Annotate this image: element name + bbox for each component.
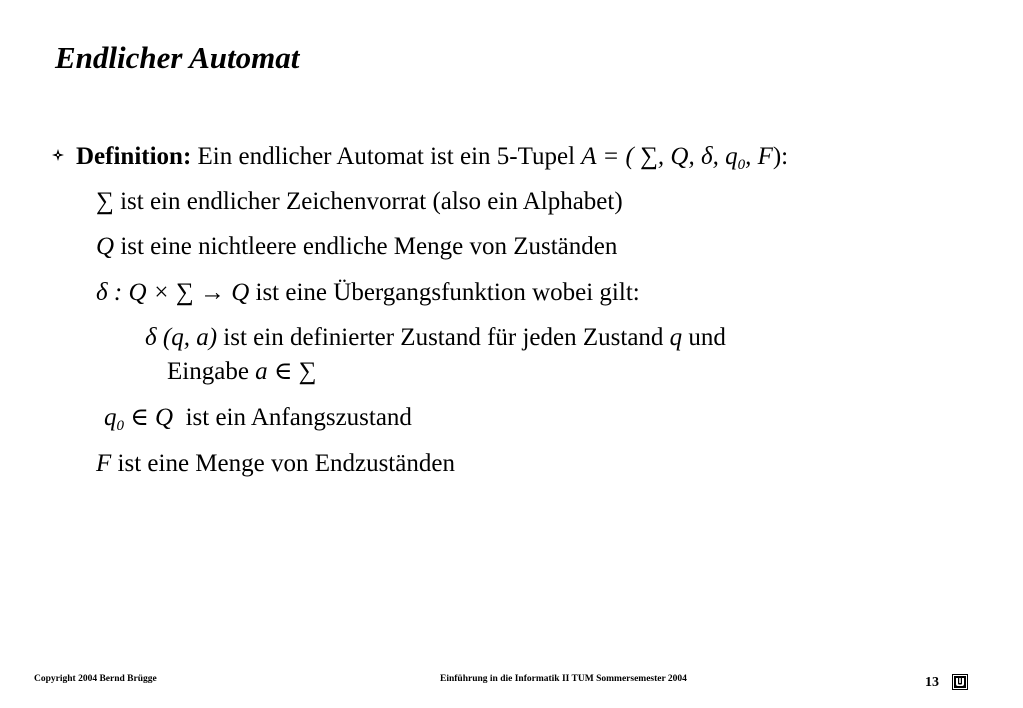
q0-text: ist ein Anfangszustand xyxy=(185,404,412,431)
q0-subscript: 0 xyxy=(116,418,124,434)
delta-sub-text-1: ist ein definierter Zustand für jeden Zustand xyxy=(223,324,664,351)
delta-sub-q: q xyxy=(669,324,683,351)
diamond-bullet-icon xyxy=(52,149,64,161)
q0-q: q xyxy=(104,404,117,431)
delta-sub-item-line1 xyxy=(145,322,726,354)
delta-sub-rest: ∈ ∑ xyxy=(273,358,317,385)
q0-item xyxy=(104,402,412,434)
tuple-f: , F xyxy=(745,143,773,170)
q-text: ist eine nichtleere endliche Menge von Zuständen xyxy=(120,233,618,260)
tuple-q0: , q xyxy=(712,143,738,170)
slide-title: Endlicher Automat xyxy=(55,40,300,75)
definition-label: Definition: xyxy=(76,143,192,170)
delta-sub-a: a xyxy=(255,358,268,385)
f-text: ist eine Menge von Endzuständen xyxy=(117,450,455,477)
footer-copyright: Copyright 2004 Bernd Brügge xyxy=(34,674,157,684)
tuple-q: , Q, xyxy=(657,143,695,170)
tuple-q0-subscript: 0 xyxy=(737,157,746,173)
tuple-a: A = ( xyxy=(581,143,634,170)
q0-set: Q xyxy=(155,404,174,431)
sigma-symbol: ∑ xyxy=(96,188,114,215)
delta-sub-formula: δ (q, a) xyxy=(145,324,218,351)
delta-sub-item-line2 xyxy=(167,356,317,388)
delta-sub-eingabe: Eingabe xyxy=(167,358,249,385)
sigma-item xyxy=(96,186,623,218)
definition-line xyxy=(52,141,788,173)
q-item xyxy=(96,231,617,263)
definition-text: Ein endlicher Automat ist ein 5-Tupel xyxy=(197,143,576,170)
tuple-close: ): xyxy=(772,143,789,170)
tuple-delta: δ xyxy=(700,143,713,170)
delta-sub-text-2: und xyxy=(688,324,726,351)
f-item xyxy=(96,448,455,480)
delta-item xyxy=(96,277,640,309)
q0-rel: ∈ xyxy=(130,404,149,431)
tuple-sigma: ∑ xyxy=(640,143,658,170)
page-number: 13 xyxy=(925,675,939,690)
tum-logo-icon xyxy=(952,674,968,690)
delta-text: ist eine Übergangsfunktion wobei gilt: xyxy=(255,279,640,306)
q-symbol: Q xyxy=(96,233,115,260)
sigma-text: ist ein endlicher Zeichenvorrat (also ein Alphabet) xyxy=(120,188,623,215)
footer-course: Einführung in die Informatik II TUM Sommersemester 2004 xyxy=(440,674,687,684)
f-symbol: F xyxy=(96,450,112,477)
delta-formula: δ : Q × ∑ → Q xyxy=(96,279,250,306)
